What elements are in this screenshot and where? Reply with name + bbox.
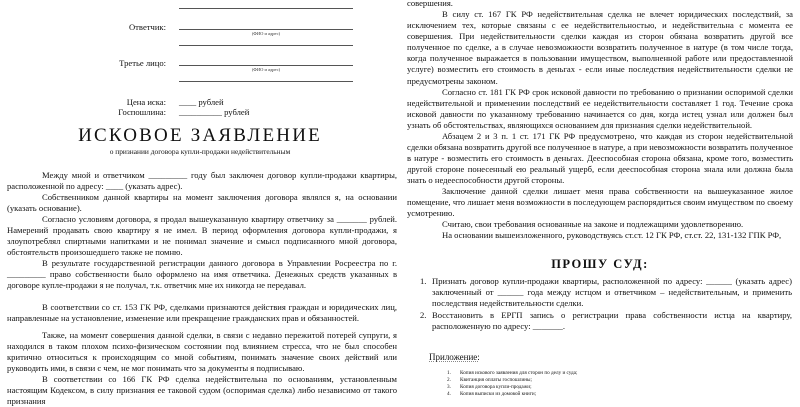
request-text: Восстановить в ЕРГП запись о регистрации права собственности истца на квартиру, расположенную по адресу: _______. bbox=[432, 310, 792, 332]
appendix-text: Квитанция оплаты госпошлины; bbox=[460, 377, 532, 383]
paragraph: Согласно условиям договора, я продал вышеуказанную квартиру ответчику за _______ рублей. Намерений продавать свою квартиру я не имел. В период оформления договора купли-продажи, я злоупотреблял спиртными напитками и не понимал значение и смысл подписанного мной договора, обстоятельств произошедшего также не помню. bbox=[7, 214, 397, 258]
paragraph: Также, на момент совершения данной сделки, в связи с недавно пережитой потерей супруги, я находился в таком плохом психо-физическом состоянии под влиянием стресса, что не был способен критично относиться к происходящим со мной событиям, понимать значение своих действий или руководить ими, в связи с чем, не мог понимать что за документы я подписываю. bbox=[7, 330, 397, 374]
appendix-number: 1. bbox=[447, 370, 451, 376]
request-item bbox=[420, 310, 792, 332]
respondent-label: Ответчик: bbox=[128, 22, 166, 32]
appendix-number: 4. bbox=[447, 391, 451, 397]
document-title: ИСКОВОЕ ЗАЯВЛЕНИЕ bbox=[78, 125, 322, 146]
paragraph: Между мной и ответчиком _________ году был заключен договор купли-продажи квартиры, расположенной по адресу: ____ (указать адрес). bbox=[7, 170, 397, 192]
appendix-item bbox=[447, 384, 532, 391]
appendix-number: 2. bbox=[447, 377, 451, 383]
state-fee-label: Госпошлина: bbox=[118, 107, 166, 117]
request-text: Признать договор купли-продажи квартиры, расположенной по адресу: ______ (указать адрес) заключенный от ______ года между истцом и ответчиком – недействительным, и применить последствия недействительности сделки. bbox=[432, 276, 792, 309]
respondent-caption: (ФИО и адрес) bbox=[251, 31, 281, 36]
appendix-text: Копия искового заявления для сторон по делу и суда; bbox=[460, 370, 578, 376]
third-party-field-line-2 bbox=[179, 81, 353, 82]
petition-heading: ПРОШУ СУД: bbox=[551, 257, 649, 271]
appendix-text: Копия договора купли-продажи; bbox=[460, 384, 532, 390]
document-page-right bbox=[400, 0, 800, 400]
third-party-label: Третье лицо: bbox=[119, 58, 166, 68]
third-party-caption: (ФИО и адрес) bbox=[251, 67, 281, 72]
paragraph: На основании вышеизложенного, руководствуясь ст.ст. 12 ГК РФ, ст.ст. 22, 131-132 ГПК РФ, bbox=[442, 230, 782, 240]
paragraph: совершения. bbox=[407, 0, 453, 8]
appendix-number: 3. bbox=[447, 384, 451, 390]
paragraph: Абзацем 2 и 3 п. 1 ст. 171 ГК РФ предусмотрено, что каждая из сторон недействительной сделки обязана возвратить другой все полученное в натуре, а при невозможности возвратить полученное в натуре - возместить его стоимость в деньгах. Дееспособная сторона обязана, кроме того, возместить другой стороне понесенный ею реальный ущерб, если дееспособная сторона знала или должна была знать о недееспособности другой стороны. bbox=[407, 131, 793, 186]
paragraph: Согласно ст. 181 ГК РФ срок исковой давности по требованию о признании оспоримой сделки недействительной и применении последствий ее недействительности составляет 1 год. Течение срока исковой давности по указанному требованию начинается со дня, когда истец узнал или должен был узнать об обстоятельствах, являющихся основанием для признания сделки недействительной. bbox=[407, 87, 793, 131]
paragraph: В силу ст. 167 ГК РФ недействительная сделка не влечет юридических последствий, за исключением тех, которые связаны с ее недействительностью, и недействительна с момента ее совершения. При недействительности сделки каждая из сторон обязана возвратить другой все полученное по сделке, а в случае невозможности возвратить полученное в натуре (в том числе тогда, когда полученное выражается в пользовании имуществом, выполненной работе или предоставленной услуге) возместить его стоимость в деньгах - если иные последствия недействительности сделки не предусмотрены законом. bbox=[407, 9, 793, 86]
paragraph: Собственником данной квартиры на момент заключения договора являлся я, на основании (указать основание). bbox=[7, 192, 397, 214]
paragraph: Заключение данной сделки лишает меня права собственности на вышеуказанное жилое помещение, что лишает меня возможности в последующем распорядиться своим имуществом по своему усмотрению. bbox=[407, 186, 793, 219]
respondent-field-line-2 bbox=[179, 45, 353, 46]
request-number: 2. bbox=[420, 310, 427, 320]
respondent-field-line bbox=[179, 29, 353, 30]
paragraph: В результате государственной регистрации данного договора в Управлении Росреестра по г. _________ право собственности было оформлено на имя ответчика. Денежных средств указанных в договоре купле-продажи я не получал, т.к. ответчик мне их никогда не передавал. bbox=[7, 258, 397, 291]
document-subtitle: о признании договора купли-продажи недействительным bbox=[109, 147, 291, 156]
appendix-item bbox=[447, 370, 577, 377]
paragraph: Считаю, свои требования основанные на законе и подлежащими удовлетворению. bbox=[442, 219, 744, 229]
state-fee-value: __________ рублей bbox=[179, 107, 250, 117]
request-item bbox=[420, 276, 792, 309]
plaintiff-field-line bbox=[179, 8, 353, 9]
paragraph: В соответствии со 166 ГК РФ сделка недействительна по основаниям, установленным настоящим Кодексом, в силу признания ее таковой судом (оспоримая сделка) либо независимо от такого признания bbox=[7, 374, 397, 407]
request-number: 1. bbox=[420, 276, 427, 286]
paragraph: В соответствии со ст. 153 ГК РФ, сделками признаются действия граждан и юридических лиц, направленные на установление, изменение или прекращение гражданских прав и обязанностей. bbox=[7, 302, 397, 324]
appendix-text: Копия выписки из домовой книги; bbox=[460, 391, 537, 397]
appendix-label: Приложение: bbox=[429, 352, 480, 362]
appendix-item bbox=[447, 377, 532, 384]
claim-price-value: ____ рублей bbox=[179, 97, 224, 107]
claim-price-label: Цена иска: bbox=[126, 97, 166, 107]
appendix-item bbox=[447, 391, 536, 398]
third-party-field-line bbox=[179, 65, 353, 66]
